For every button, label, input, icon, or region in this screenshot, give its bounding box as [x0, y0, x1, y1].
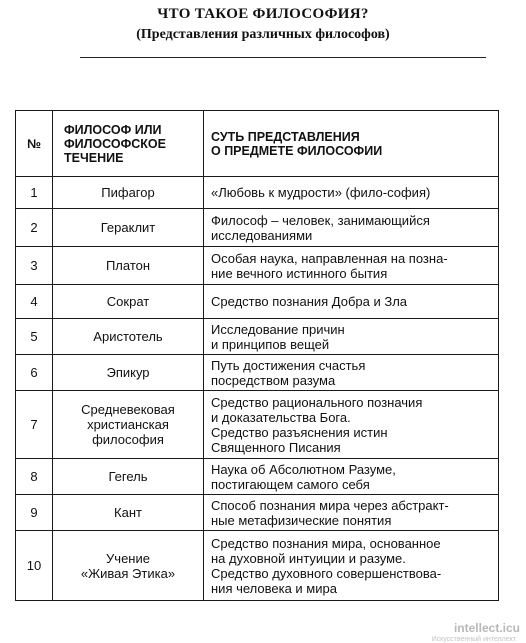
watermark-subtext: Искусственный интеллект — [431, 636, 516, 643]
row-philosopher: Сократ — [53, 285, 204, 319]
row-num: 8 — [16, 459, 53, 495]
table-row — [16, 355, 499, 391]
table-row — [16, 459, 499, 495]
header-num: № — [16, 111, 53, 177]
table-row — [16, 531, 499, 601]
table-row — [16, 285, 499, 319]
row-essence: «Любовь к мудрости» (фило-софия) — [204, 177, 499, 209]
row-essence: Путь достижения счастья посредством разума — [204, 355, 499, 391]
row-num: 6 — [16, 355, 53, 391]
row-philosopher: Пифагор — [53, 177, 204, 209]
table-row — [16, 247, 499, 285]
row-philosopher: Кант — [53, 495, 204, 531]
row-philosopher: Учение «Живая Этика» — [53, 531, 204, 601]
row-philosopher: Аристотель — [53, 319, 204, 355]
row-num: 3 — [16, 247, 53, 285]
row-essence: Средство познания мира, основанное на духовной интуиции и разуме. Средство духовного совершенствова- ния человека и мира — [204, 531, 499, 601]
row-essence: Средство познания Добра и Зла — [204, 285, 499, 319]
header-essence: СУТЬ ПРЕДСТАВЛЕНИЯ О ПРЕДМЕТЕ ФИЛОСОФИИ — [204, 111, 499, 177]
header-philosopher: ФИЛОСОФ ИЛИ ФИЛОСОФСКОЕ ТЕЧЕНИЕ — [53, 111, 204, 177]
table-row — [16, 495, 499, 531]
row-essence: Наука об Абсолютном Разуме, постигающем самого себя — [204, 459, 499, 495]
row-philosopher: Средневековая христианская философия — [53, 391, 204, 459]
table-header-row — [16, 111, 499, 177]
row-num: 4 — [16, 285, 53, 319]
row-essence: Средство рационального позначия и доказательства Бога. Средство разъяснения истин Священного Писания — [204, 391, 499, 459]
row-essence: Философ – человек, занимающийся исследованиями — [204, 209, 499, 247]
title-divider — [80, 57, 486, 58]
row-num: 1 — [16, 177, 53, 209]
row-num: 7 — [16, 391, 53, 459]
philosophy-table — [15, 110, 499, 601]
row-num: 5 — [16, 319, 53, 355]
row-num: 10 — [16, 531, 53, 601]
row-num: 2 — [16, 209, 53, 247]
row-philosopher: Гегель — [53, 459, 204, 495]
row-philosopher: Платон — [53, 247, 204, 285]
row-philosopher: Эпикур — [53, 355, 204, 391]
page-subtitle: (Представления различных философов) — [136, 27, 390, 42]
row-essence: Исследование причин и принципов вещей — [204, 319, 499, 355]
table-row — [16, 391, 499, 459]
row-essence: Особая наука, направленная на позна- ние вечного истинного бытия — [204, 247, 499, 285]
page-title: ЧТО ТАКОЕ ФИЛОСОФИЯ? — [157, 6, 369, 22]
table-row — [16, 319, 499, 355]
row-num: 9 — [16, 495, 53, 531]
table-row — [16, 177, 499, 209]
row-essence: Способ познания мира через абстракт- ные метафизические понятия — [204, 495, 499, 531]
row-philosopher: Гераклит — [53, 209, 204, 247]
watermark-text: intellect.icu — [453, 621, 520, 635]
table-row — [16, 209, 499, 247]
